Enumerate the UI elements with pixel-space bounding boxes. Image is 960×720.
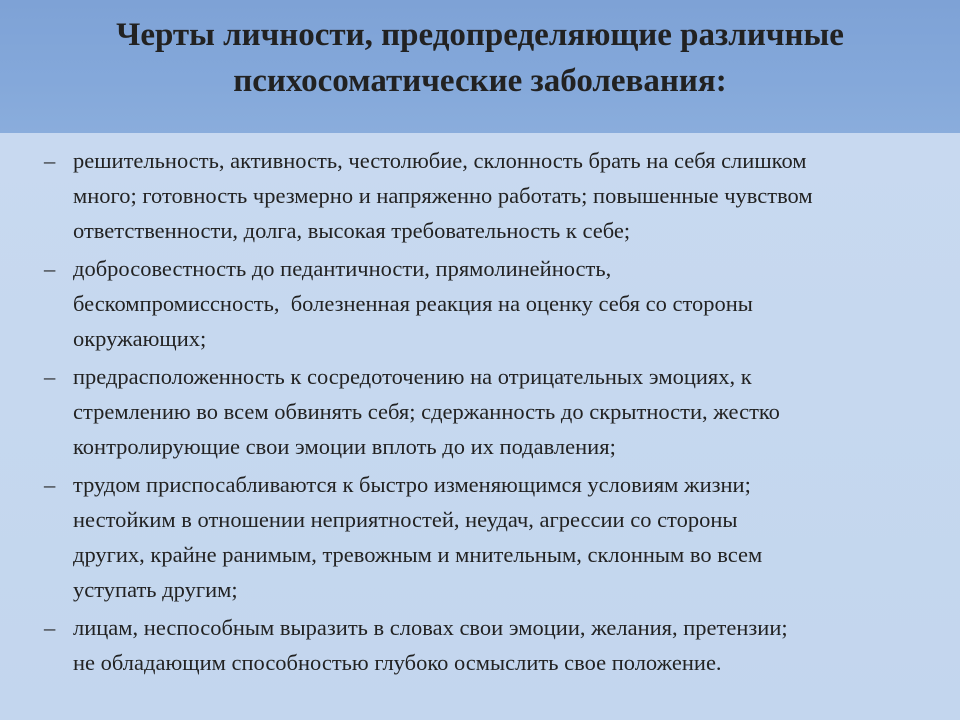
list-item-line: окружающих;	[73, 326, 207, 351]
list-item-line: лицам, неспособным выразить в словах свои эмоции, желания, претензии;	[73, 615, 788, 640]
bullet-dash: –	[44, 472, 56, 497]
title-bar	[0, 0, 960, 133]
bullet-dash: –	[44, 364, 56, 389]
list-item	[44, 467, 952, 607]
bullet-list	[44, 143, 952, 683]
list-item-line: трудом приспосабливаются к быстро изменяющимся условиям жизни;	[73, 472, 751, 497]
bullet-dash: –	[44, 256, 56, 281]
bullet-dash: –	[44, 148, 56, 173]
list-item-line: стремлению во всем обвинять себя; сдержанность до скрытности, жестко	[73, 399, 780, 424]
title-line-1: Черты личности, предопределяющие различные	[116, 17, 844, 53]
slide-title	[20, 12, 940, 104]
list-item	[44, 610, 952, 680]
title-line-2: психосоматические заболевания:	[233, 63, 727, 99]
list-item	[44, 143, 952, 248]
list-item	[44, 359, 952, 464]
list-item-line: добросовестность до педантичности, прямолинейность,	[73, 256, 612, 281]
list-item	[44, 251, 952, 356]
list-item-line: много; готовность чрезмерно и напряженно работать; повышенные чувством	[73, 183, 813, 208]
list-item-line: нестойким в отношении неприятностей, неудач, агрессии со стороны	[73, 507, 738, 532]
list-item-line: предрасположенность к сосредоточению на отрицательных эмоциях, к	[73, 364, 752, 389]
list-item-line: не обладающим способностью глубоко осмыслить свое положение.	[73, 650, 722, 675]
list-item-line: решительность, активность, честолюбие, склонность брать на себя слишком	[73, 148, 807, 173]
list-item-line: других, крайне ранимым, тревожным и мнительным, склонным во всем	[73, 542, 763, 567]
list-item-line: контролирующие свои эмоции вплоть до их подавления;	[73, 434, 616, 459]
bullet-dash: –	[44, 615, 56, 640]
list-item-line: бескомпромиссность, болезненная реакция на оценку себя со стороны	[73, 291, 753, 316]
list-item-line: уступать другим;	[73, 577, 238, 602]
list-item-line: ответственности, долга, высокая требовательность к себе;	[73, 218, 631, 243]
